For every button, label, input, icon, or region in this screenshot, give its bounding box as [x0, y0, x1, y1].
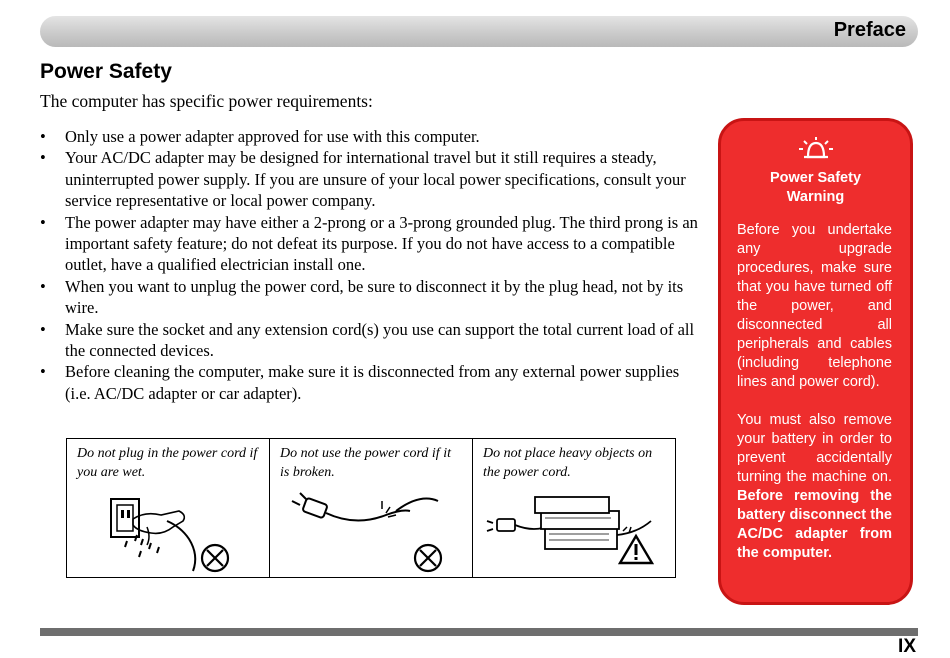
list-item: [40, 212, 705, 276]
bullet-icon: •: [40, 212, 46, 232]
warning-text: You must also remove your battery in order to prevent accidentally turning the machine on.: [737, 412, 892, 485]
list-item-text: When you want to unplug the power cord, be sure to disconnect it by the plug head, not by its wire.: [65, 276, 684, 318]
list-item: [40, 126, 705, 147]
intro-text: The computer has specific power requirements:: [40, 91, 373, 111]
warning-paragraph: Before you undertake any upgrade procedures, make sure that you have turned off the power, and disconnected all peripherals and cables (including telephone lines and power cord).: [737, 222, 892, 390]
warning-title-line: Power Safety: [769, 170, 862, 186]
list-item-text: Your AC/DC adapter may be designed for international travel but it still requires a steady, uninterrupted power supply. If you are unsure of your local power specifications, consult your service representative or local power company.: [65, 148, 686, 211]
alarm-icon: [796, 133, 836, 165]
warning-emphasis: Before removing the battery disconnect the AC/DC adapter from the computer.: [737, 488, 892, 561]
warning-cell-broken-cord: [270, 439, 473, 577]
bullet-icon: •: [40, 148, 46, 168]
warning-title-line: Warning: [786, 189, 845, 205]
header-title: Preface: [833, 19, 906, 41]
list-item-text: Only use a power adapter approved for use with this computer.: [65, 127, 480, 146]
wet-plug-illustration: [67, 439, 269, 577]
warning-cell-wet-hands: [67, 439, 270, 577]
header-bar: [40, 16, 918, 47]
safety-warnings-table: [66, 438, 676, 578]
list-item: [40, 361, 705, 404]
bullet-icon: •: [40, 127, 46, 146]
page-number: IX: [898, 636, 916, 657]
list-item-text: Before cleaning the computer, make sure it is disconnected from any external power supplies (i.e. AC/DC adapter or car adapter).: [65, 362, 680, 403]
warning-box-body: [737, 221, 892, 582]
warning-cell-text: Do not place heavy objects on the power cord.: [483, 446, 653, 480]
power-requirements-list: [40, 126, 705, 404]
broken-cord-illustration: [270, 439, 472, 577]
warning-cell-heavy-objects: [473, 439, 675, 577]
heavy-objects-illustration: [473, 439, 675, 577]
list-item-text: Make sure the socket and any extension cord(s) you use can support the total current load of all the connected devices.: [65, 319, 695, 361]
section-title: Power Safety: [40, 60, 172, 83]
list-item: [40, 147, 705, 211]
warning-box-title: [721, 169, 910, 207]
bullet-icon: •: [40, 276, 46, 296]
power-safety-warning-box: [718, 118, 913, 605]
warning-paragraph: [737, 411, 892, 563]
bullet-icon: •: [40, 319, 46, 339]
warning-cell-text: Do not use the power cord if it is broken.: [280, 446, 451, 480]
footer-bar: [40, 628, 918, 636]
bullet-icon: •: [40, 362, 46, 382]
list-item: [40, 276, 705, 319]
warning-cell-text: Do not plug in the power cord if you are wet.: [77, 446, 258, 480]
list-item: [40, 319, 705, 362]
list-item-text: The power adapter may have either a 2-prong or a 3-prong grounded plug. The third prong is an important safety feature; do not defeat its purpose. If you do not have access to a compatible outlet, have a qualified electrician install one.: [65, 212, 698, 275]
